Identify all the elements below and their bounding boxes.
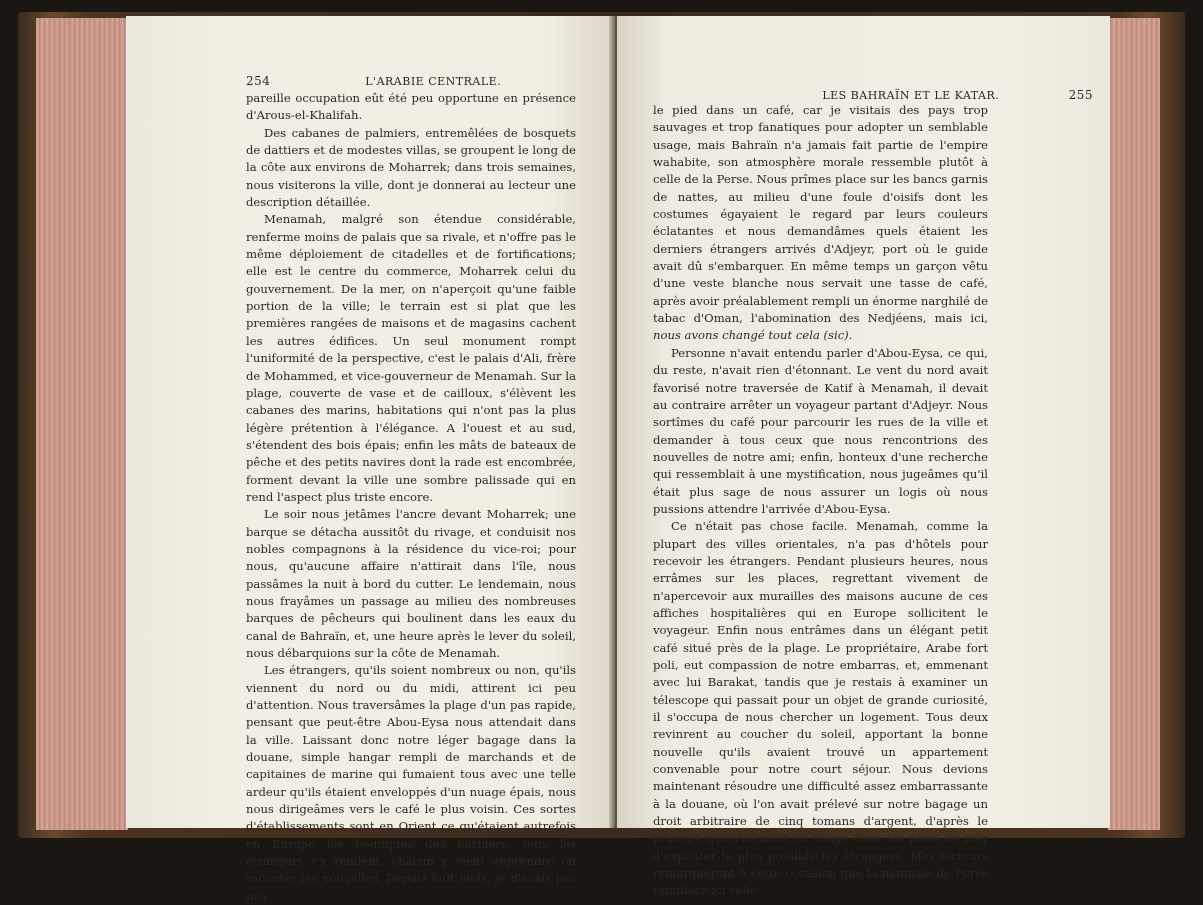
paragraph-text: le pied dans un café, car je visitais des pays trop sauvages et trop fanatiques pour adopter un semblable usage, mais Bahraïn n'a jamais fait partie de l'empire wahabite, son atmosphère morale ressemble plutôt à celle de la Perse. Nous prîmes place sur les bancs garnis de nattes, au milieu d'une foule d'oisifs dont les costumes égayaient le regard par leurs couleurs éclatantes et nous demandâmes quels étaient les derniers étrangers arrivés d'Adjeyr, port où le guide avait dû s'embarquer. En même temps un garçon vêtu d'une veste blanche nous servait une tasse de café, après avoir préalablement rempli un énorme narghilé de tabac d'Oman, l'abomination des Nedjéens, mais ici, <box>653 103 988 326</box>
page-edges-right <box>1108 18 1160 830</box>
running-head: LES BAHRAÏN ET LE KATAR. <box>822 89 1000 102</box>
paragraph: Des cabanes de palmiers, entremêlées de bosquets de dattiers et de modestes villas, se groupent le long de la côte aux environs de Moharrek; dans trois semaines, nous visiterons la ville, dont je donnerai au lecteur une description détaillée. <box>246 125 576 210</box>
paragraph: Ce n'était pas chose facile. Menamah, comme la plupart des villes orientales, n'a pas d'hôtels pour recevoir les étrangers. Pendant plusieurs heures, nous errâmes sur les places, regrettant vivement de n'apercevoir aux murailles des maisons aucune de ces affiches hospitalières qui en Europe sollicitent le voyageur. Enfin nous entrâmes dans un élégant petit café situé près de la plage. Le propriétaire, Arabe fort poli, eut compassion de notre embarras, et, emmenant avec lui Barakat, tandis que je restais à examiner un télescope qui passait pour un objet de grande curiosité, il s'occupa de nous chercher un logement. Tous deux revinrent au coucher du soleil, apportant la bonne nouvelle qu'ils avaient trouvé un appartement convenable pour notre court séjour. Nous devions maintenant résoudre une difficulté assez embarrassante à la douane, où l'on avait prélevé sur notre bagage un droit arbitraire de cinq tomans d'argent, d'après le principe généralement en usage dans les ports de mer d'exploiter le plus possible les étrangers. Mes lecteurs remarqueront à cette occasion que la monnaie de Perse remplace ici celle <box>653 519 988 898</box>
right-page-header <box>753 88 1093 102</box>
paragraph: Les étrangers, qu'ils soient nombreux ou non, qu'ils viennent du nord ou du midi, attirent ici peu d'attention. Nous traversâmes la plage d'un pas rapide, pensant que peut-être Abou-Eysa nous attendait dans la ville. Laissant donc notre léger bagage dans la douane, simple hangar rempli de marchands et de capitaines de marine qui fumaient tous avec une telle ardeur qu'ils étaient enveloppés d'un nuage épais, nous nous dirigeâmes vers le café le plus voisin. Ces sortes d'établissements sont en Orient ce qu'étaient autrefois en Europe les boutiques des barbiers; tous les étrangers s'y rendent, chacun y vient apprendre ou raconter les nouvelles. Depuis huit mois, je n'avais pas mis <box>246 663 576 903</box>
running-head: L'ARABIE CENTRALE. <box>365 75 502 88</box>
italic-quote: nous avons changé tout cela (sic). <box>653 328 853 343</box>
page-number: 254 <box>246 74 271 88</box>
paragraph: pareille occupation eût été peu opportune en présence d'Arous-el-Khalifah. <box>246 91 576 123</box>
right-page <box>617 16 1110 898</box>
page-number: 255 <box>1068 88 1093 102</box>
right-page-body <box>653 102 988 900</box>
left-page-header <box>246 74 596 88</box>
left-page-body <box>246 90 576 905</box>
paragraph: Personne n'avait entendu parler d'Abou-Eysa, ce qui, du reste, n'avait rien d'étonnant. Le vent du nord avait favorisé notre traversée de Katif à Menamah, il devait au contraire arrêter un voyageur partant d'Adjeyr. Nous sortîmes du café pour parcourir les rues de la ville et demander à tous ceux que nous rencontrions des nouvelles de notre ami; enfin, honteux d'une recherche qui ressemblait à une mystification, nous jugeâmes qu'il était plus sage de nous assurer un logis où nous pussions attendre l'arrivée d'Abou-Eysa. <box>653 345 988 516</box>
paragraph: Le soir nous jetâmes l'ancre devant Moharrek; une barque se détacha aussitôt du rivage, et conduisit nos nobles compagnons à la résidence du vice-roi; pour nous, qu'aucune affaire n'attirait dans l'île, nous passâmes la nuit à bord du cutter. Le lendemain, nous nous frayâmes un passage au milieu des nombreuses barques de pêcheurs qui boulinent dans les eaux du canal de Bahraïn, et, une heure après le lever du soleil, nous débarquions sur la côte de Menamah. <box>246 507 576 660</box>
paragraph <box>653 102 988 345</box>
page-edges-left <box>36 18 128 830</box>
paragraph: Menamah, malgré son étendue considérable, renferme moins de palais que sa rivale, et n'offre pas le même déploiement de citadelles et de fortifications; elle est le centre du commerce, Moharrek celui du gouvernement. De la mer, on n'aperçoit qu'une faible portion de la ville; le terrain est si plat que les premières rangées de maisons et de magasins cachent les autres édifices. Un seul monument rompt l'uniformité de la perspective, c'est le palais d'Ali, frère de Mohammed, et vice-gouverneur de Menamah. Sur la plage, couverte de vase et de cailloux, s'élèvent les cabanes des marins, habitations qui n'ont pas la plus légère prétention à l'élégance. A l'ouest et au sud, s'étendent des bois épais; enfin les mâts de bateaux de pêche et des petits navires dont la rade est encombrée, forment devant la ville une sombre palissade qui en rend l'aspect plus triste encore. <box>246 212 576 504</box>
left-page <box>126 16 614 903</box>
